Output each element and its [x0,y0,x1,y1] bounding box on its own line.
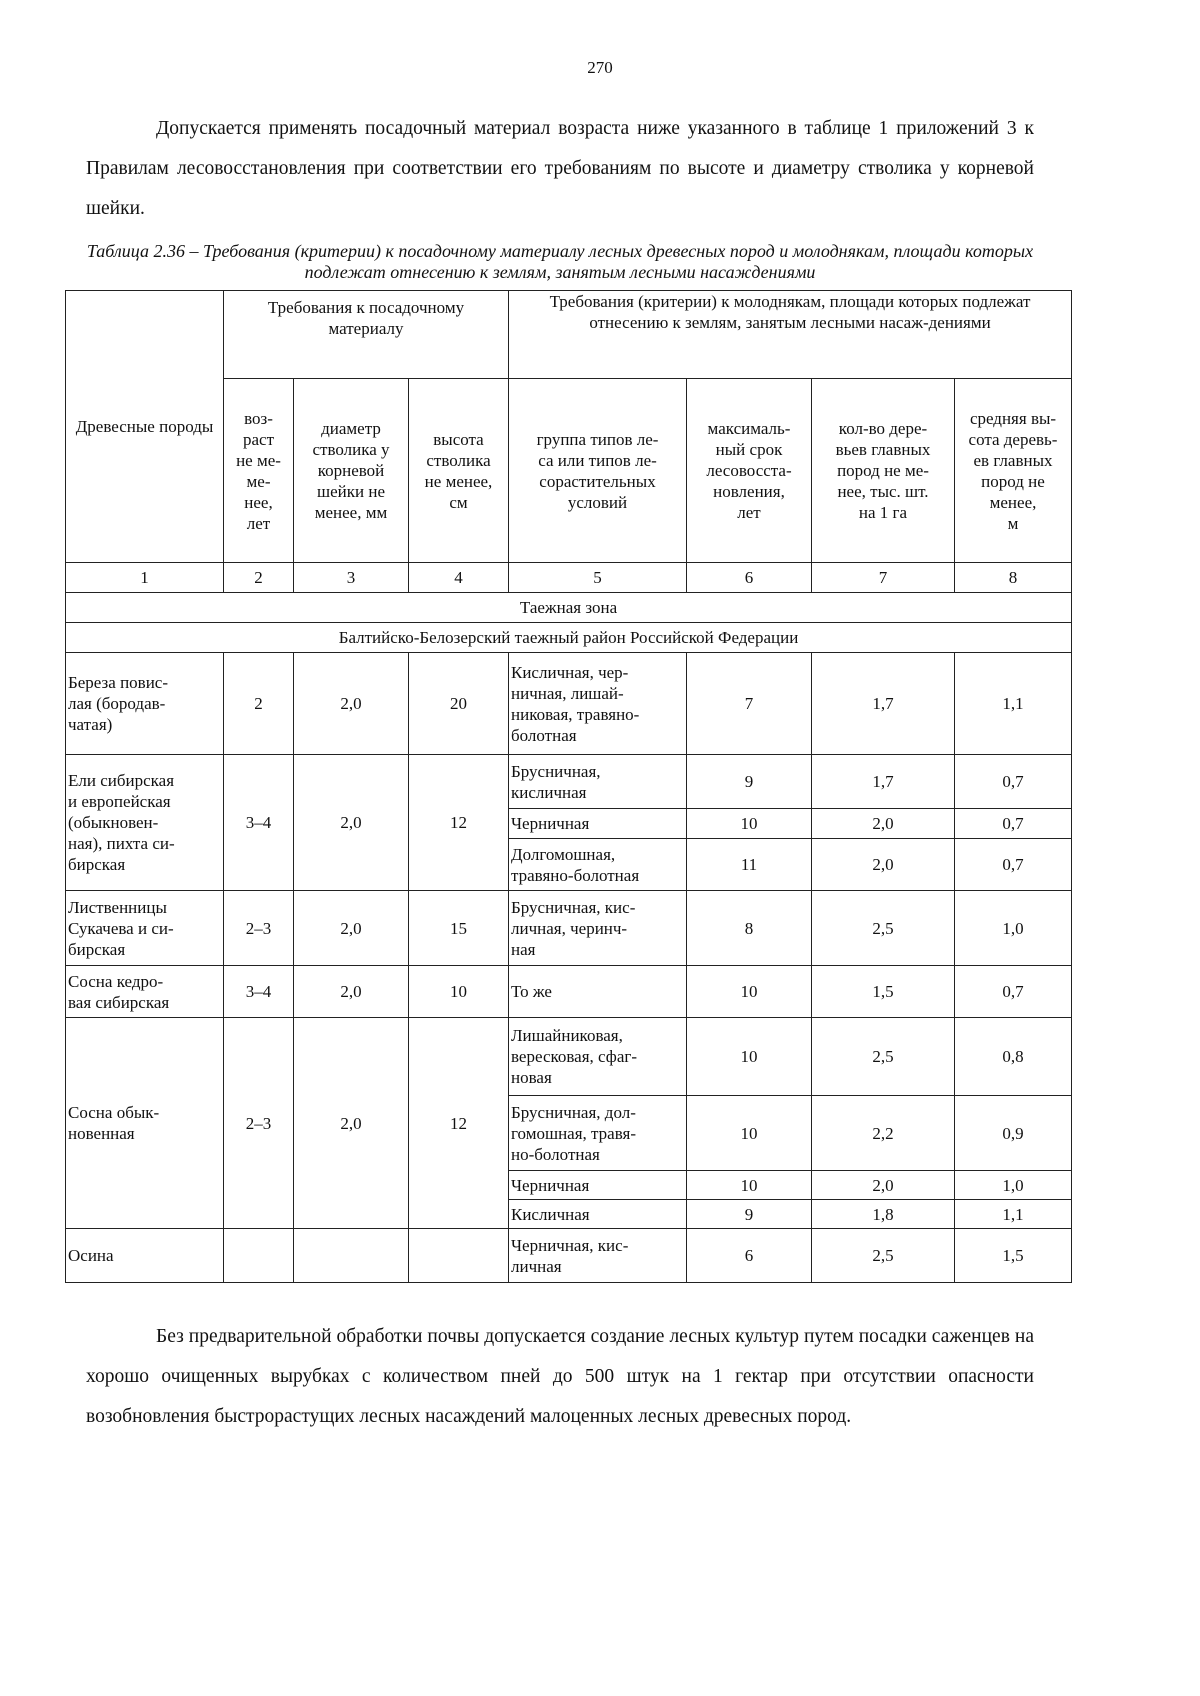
avg-height-cell: 1,5 [955,1229,1072,1283]
diameter-cell: 2,0 [294,755,409,891]
max-term-cell: 8 [687,891,812,966]
column-number: 2 [224,563,294,593]
column-number: 1 [66,563,224,593]
header-diameter: диаметр стволика у корневой шейки не менее, мм [294,379,409,563]
avg-height-cell: 1,1 [955,1200,1072,1229]
intro-paragraph-text: Допускается применять посадочный материал возраста ниже указанного в таблице 1 приложений 3 к Правилам лесовосстановления при соответствии его требованиям по высоте и диаметру стволика у корневой шейки. [86,118,1034,219]
avg-height-cell: 1,1 [955,653,1072,755]
max-term-cell: 10 [687,966,812,1018]
table-row [66,653,1072,755]
tree-count-cell: 2,0 [812,809,955,839]
avg-height-cell: 0,7 [955,839,1072,891]
requirements-table [65,290,1072,1283]
header-avg-height: средняя вы- сота деревь- ев главных пород не менее, м [955,379,1072,563]
tree-count-cell: 2,5 [812,1229,955,1283]
table-row [66,966,1072,1018]
tree-count-cell: 2,2 [812,1096,955,1171]
species-name-cell: Осина [66,1229,224,1283]
height-cell: 20 [409,653,509,755]
tree-count-cell: 2,0 [812,839,955,891]
max-term-cell: 10 [687,809,812,839]
species-name-cell: Ели сибирская и европейская (обыкновен- ная), пихта си- бирская [66,755,224,891]
forest-type-cell: Черничная, кис- личная [509,1229,687,1283]
avg-height-cell: 0,7 [955,966,1072,1018]
table-row [66,891,1072,966]
header-tree-count: кол-во дере- вьев главных пород не ме- нее, тыс. шт. на 1 га [812,379,955,563]
forest-type-cell: Лишайниковая, вересковая, сфаг- новая [509,1018,687,1096]
intro-paragraph [86,109,1034,229]
header-height: высота стволика не менее, см [409,379,509,563]
header-planting-material: Требования к посадочному материалу [224,291,509,379]
header-species: Древесные породы [66,291,224,563]
max-term-cell: 10 [687,1018,812,1096]
column-number: 6 [687,563,812,593]
max-term-cell: 7 [687,653,812,755]
tree-count-cell: 1,5 [812,966,955,1018]
header-forest-type: группа типов ле- са или типов ле- сорастительных условий [509,379,687,563]
forest-type-cell: То же [509,966,687,1018]
tree-count-cell: 1,7 [812,755,955,809]
max-term-cell: 10 [687,1096,812,1171]
forest-type-cell: Черничная [509,1171,687,1200]
tree-count-cell: 2,5 [812,1018,955,1096]
height-cell: 12 [409,1018,509,1229]
age-cell: 3–4 [224,755,294,891]
height-cell: 15 [409,891,509,966]
age-cell: 3–4 [224,966,294,1018]
column-number: 7 [812,563,955,593]
diameter-cell: 2,0 [294,653,409,755]
age-cell [224,1229,294,1283]
column-number: 8 [955,563,1072,593]
age-cell: 2–3 [224,891,294,966]
column-number: 4 [409,563,509,593]
column-number: 5 [509,563,687,593]
max-term-cell: 9 [687,755,812,809]
max-term-cell: 6 [687,1229,812,1283]
forest-type-cell: Брусничная, кисличная [509,755,687,809]
age-cell: 2–3 [224,1018,294,1229]
avg-height-cell: 0,8 [955,1018,1072,1096]
header-young-stands: Требования (критерии) к молоднякам, площади которых подлежат отнесению к землям, занятым лесными насаж-дениями [509,291,1072,379]
diameter-cell: 2,0 [294,966,409,1018]
table-row [66,755,1072,809]
height-cell: 12 [409,755,509,891]
forest-type-cell: Долгомошная, травяно-болотная [509,839,687,891]
forest-type-cell: Брусничная, кис- личная, черинч- ная [509,891,687,966]
avg-height-cell: 1,0 [955,1171,1072,1200]
age-cell: 2 [224,653,294,755]
max-term-cell: 9 [687,1200,812,1229]
max-term-cell: 11 [687,839,812,891]
avg-height-cell: 0,7 [955,809,1072,839]
species-name-cell: Сосна обык- новенная [66,1018,224,1229]
tree-count-cell: 1,8 [812,1200,955,1229]
column-numbers-row [66,563,1072,593]
table-row [66,1229,1072,1283]
column-number: 3 [294,563,409,593]
page-number: 270 [587,58,613,77]
species-name-cell: Сосна кедро- вая сибирская [66,966,224,1018]
max-term-cell: 10 [687,1171,812,1200]
header-age: воз- раст не ме- ме- нее, лет [224,379,294,563]
avg-height-cell: 1,0 [955,891,1072,966]
tree-count-cell: 2,0 [812,1171,955,1200]
diameter-cell: 2,0 [294,1018,409,1229]
closing-paragraph-text: Без предварительной обработки почвы допускается создание лесных культур путем посадки саженцев на хорошо очищенных вырубках с количеством пней до 500 штук на 1 гектар при отсутствии опасности возобновления быстрорастущих лесных насаждений малоценных лесных древесных пород. [86,1326,1034,1427]
species-name-cell: Береза повис- лая (бородав- чатая) [66,653,224,755]
height-cell [409,1229,509,1283]
forest-type-cell: Брусничная, дол- гомошная, травя- но-болотная [509,1096,687,1171]
table-caption: Таблица 2.36 – Требования (критерии) к посадочному материалу лесных древесных пород и молоднякам, площади которых подлежат отнесению к землям, занятым лесными насаждениями [86,241,1034,282]
forest-type-cell: Кисличная, чер- ничная, лишай- никовая, травяно- болотная [509,653,687,755]
forest-type-cell: Кисличная [509,1200,687,1229]
region-row: Балтийско-Белозерский таежный район Российской Федерации [66,623,1072,653]
table-row [66,1018,1072,1096]
zone-row: Таежная зона [66,593,1072,623]
closing-paragraph [86,1317,1034,1437]
tree-count-cell: 1,7 [812,653,955,755]
diameter-cell: 2,0 [294,891,409,966]
header-max-term: максималь- ный срок лесовосста- новления, лет [687,379,812,563]
height-cell: 10 [409,966,509,1018]
species-name-cell: Лиственницы Сукачева и си- бирская [66,891,224,966]
tree-count-cell: 2,5 [812,891,955,966]
diameter-cell [294,1229,409,1283]
avg-height-cell: 0,7 [955,755,1072,809]
forest-type-cell: Черничная [509,809,687,839]
avg-height-cell: 0,9 [955,1096,1072,1171]
